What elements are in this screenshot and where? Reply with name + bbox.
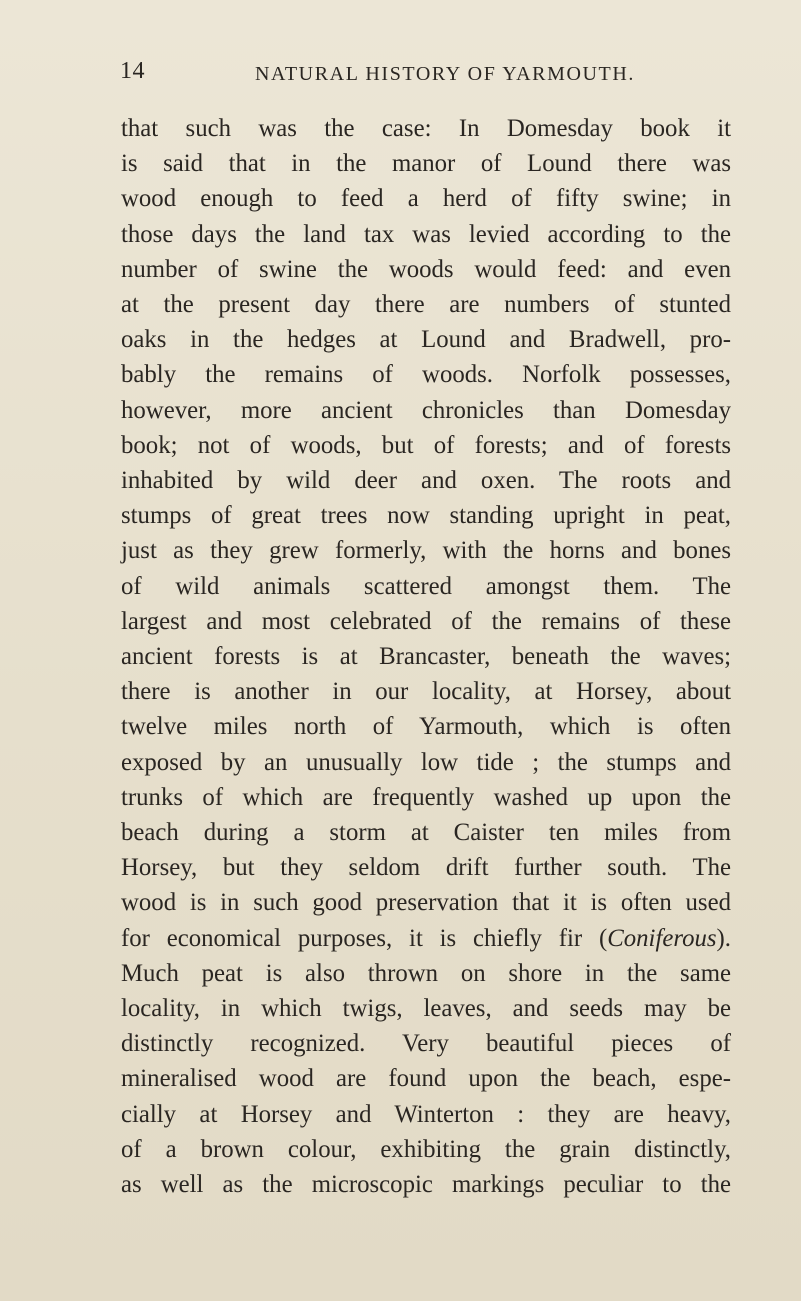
text-segment: ).: [716, 924, 731, 952]
text-line: beach during a storm at Caister ten miles from: [121, 819, 731, 847]
text-line: of a brown colour, exhibiting the grain distinctly,: [121, 1135, 731, 1163]
text-segment: for economical purposes, it is chiefly fir (: [121, 924, 608, 952]
running-head: [120, 56, 720, 86]
text-line: locality, in which twigs, leaves, and seeds may be: [121, 995, 731, 1023]
body-text: [121, 111, 731, 1202]
text-line: however, more ancient chronicles than Domesday: [121, 396, 731, 424]
text-line: number of swine the woods would feed: and even: [121, 255, 731, 283]
text-line: Much peat is also thrown on shore in the same: [121, 959, 731, 987]
text-line: cially at Horsey and Winterton : they are heavy,: [121, 1100, 731, 1128]
text-line: Horsey, but they seldom drift further south. The: [121, 854, 731, 882]
text-line: there is another in our locality, at Horsey, about: [121, 678, 731, 706]
text-line: trunks of which are frequently washed up upon the: [121, 783, 731, 811]
text-line: twelve miles north of Yarmouth, which is often: [121, 713, 731, 741]
page-number: 14: [120, 58, 145, 84]
text-line: those days the land tax was levied according to the: [121, 220, 731, 248]
text-line: largest and most celebrated of the remains of these: [121, 607, 731, 635]
text-line: that such was the case: In Domesday book it: [121, 115, 731, 142]
text-line: mineralised wood are found upon the beach, espe-: [121, 1065, 731, 1093]
text-line: inhabited by wild deer and oxen. The roots and: [121, 467, 731, 495]
text-line: distinctly recognized. Very beautiful pieces of: [121, 1030, 731, 1058]
text-line: book; not of woods, but of forests; and of forests: [121, 431, 731, 459]
italic-term: Coniferous: [607, 924, 717, 952]
text-line: exposed by an unusually low tide ; the stumps and: [121, 748, 731, 776]
text-line: bably the remains of woods. Norfolk possesses,: [121, 361, 731, 389]
text-line-with-italic: [121, 921, 731, 956]
text-line: is said that in the manor of Lound there was: [121, 150, 731, 178]
text-line: ancient forests is at Brancaster, beneath the waves;: [121, 643, 731, 671]
text-line: at the present day there are numbers of stunted: [121, 291, 731, 319]
text-line: of wild animals scattered amongst them. The: [121, 572, 731, 600]
running-title: NATURAL HISTORY OF YARMOUTH.: [255, 63, 636, 85]
text-line: as well as the microscopic markings peculiar to the: [121, 1171, 731, 1199]
text-line: oaks in the hedges at Lound and Bradwell, pro-: [121, 326, 731, 354]
text-line: wood enough to feed a herd of fifty swine; in: [121, 185, 731, 213]
text-line: stumps of great trees now standing upright in peat,: [121, 502, 731, 530]
text-line: wood is in such good preservation that it is often used: [121, 889, 731, 917]
text-line: just as they grew formerly, with the horns and bones: [121, 537, 731, 565]
